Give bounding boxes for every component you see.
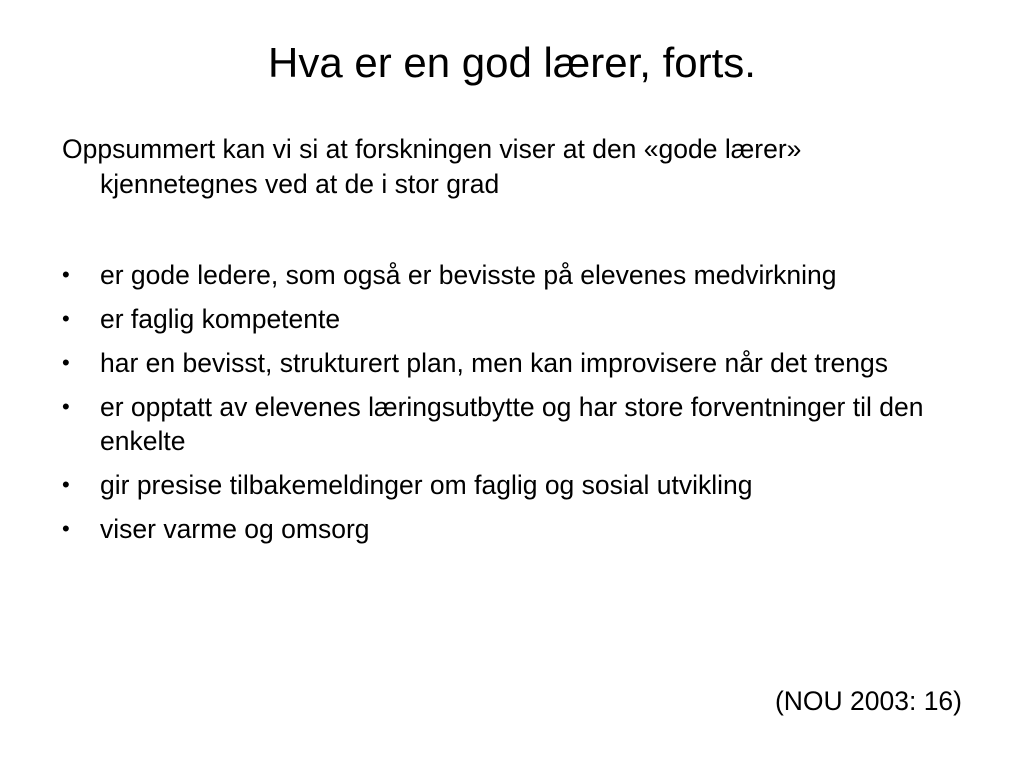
bullet-text: er gode ledere, som også er bevisste på elevenes medvirkning [100,260,837,290]
bullet-text: er faglig kompetente [100,304,341,334]
bullet-item [62,258,962,292]
bullet-item [62,512,962,546]
bullet-text: gir presise tilbakemeldinger om faglig og sosial utvikling [100,470,753,500]
bullet-icon: • [62,516,70,541]
bullet-item [62,468,962,502]
bullet-list [62,258,962,556]
bullet-text: er opptatt av elevenes læringsutbytte og har store forventninger til den enkelte [100,392,924,456]
bullet-text: har en bevisst, strukturert plan, men kan improvisere når det trengs [100,348,888,378]
bullet-icon: • [62,306,70,331]
citation: (NOU 2003: 16) [774,686,962,716]
bullet-item [62,302,962,336]
bullet-icon: • [62,262,70,287]
bullet-icon: • [62,472,70,497]
slide-title: Hva er en god lærer, forts. [268,39,756,86]
bullet-text: viser varme og omsorg [100,514,370,544]
bullet-icon: • [62,350,70,375]
bullet-item [62,390,962,458]
bullet-icon: • [62,394,70,419]
bullet-item [62,346,962,380]
intro-text: Oppsummert kan vi si at forskningen viser at den «gode lærer» kjennetegnes ved at de i stor grad [62,134,802,199]
